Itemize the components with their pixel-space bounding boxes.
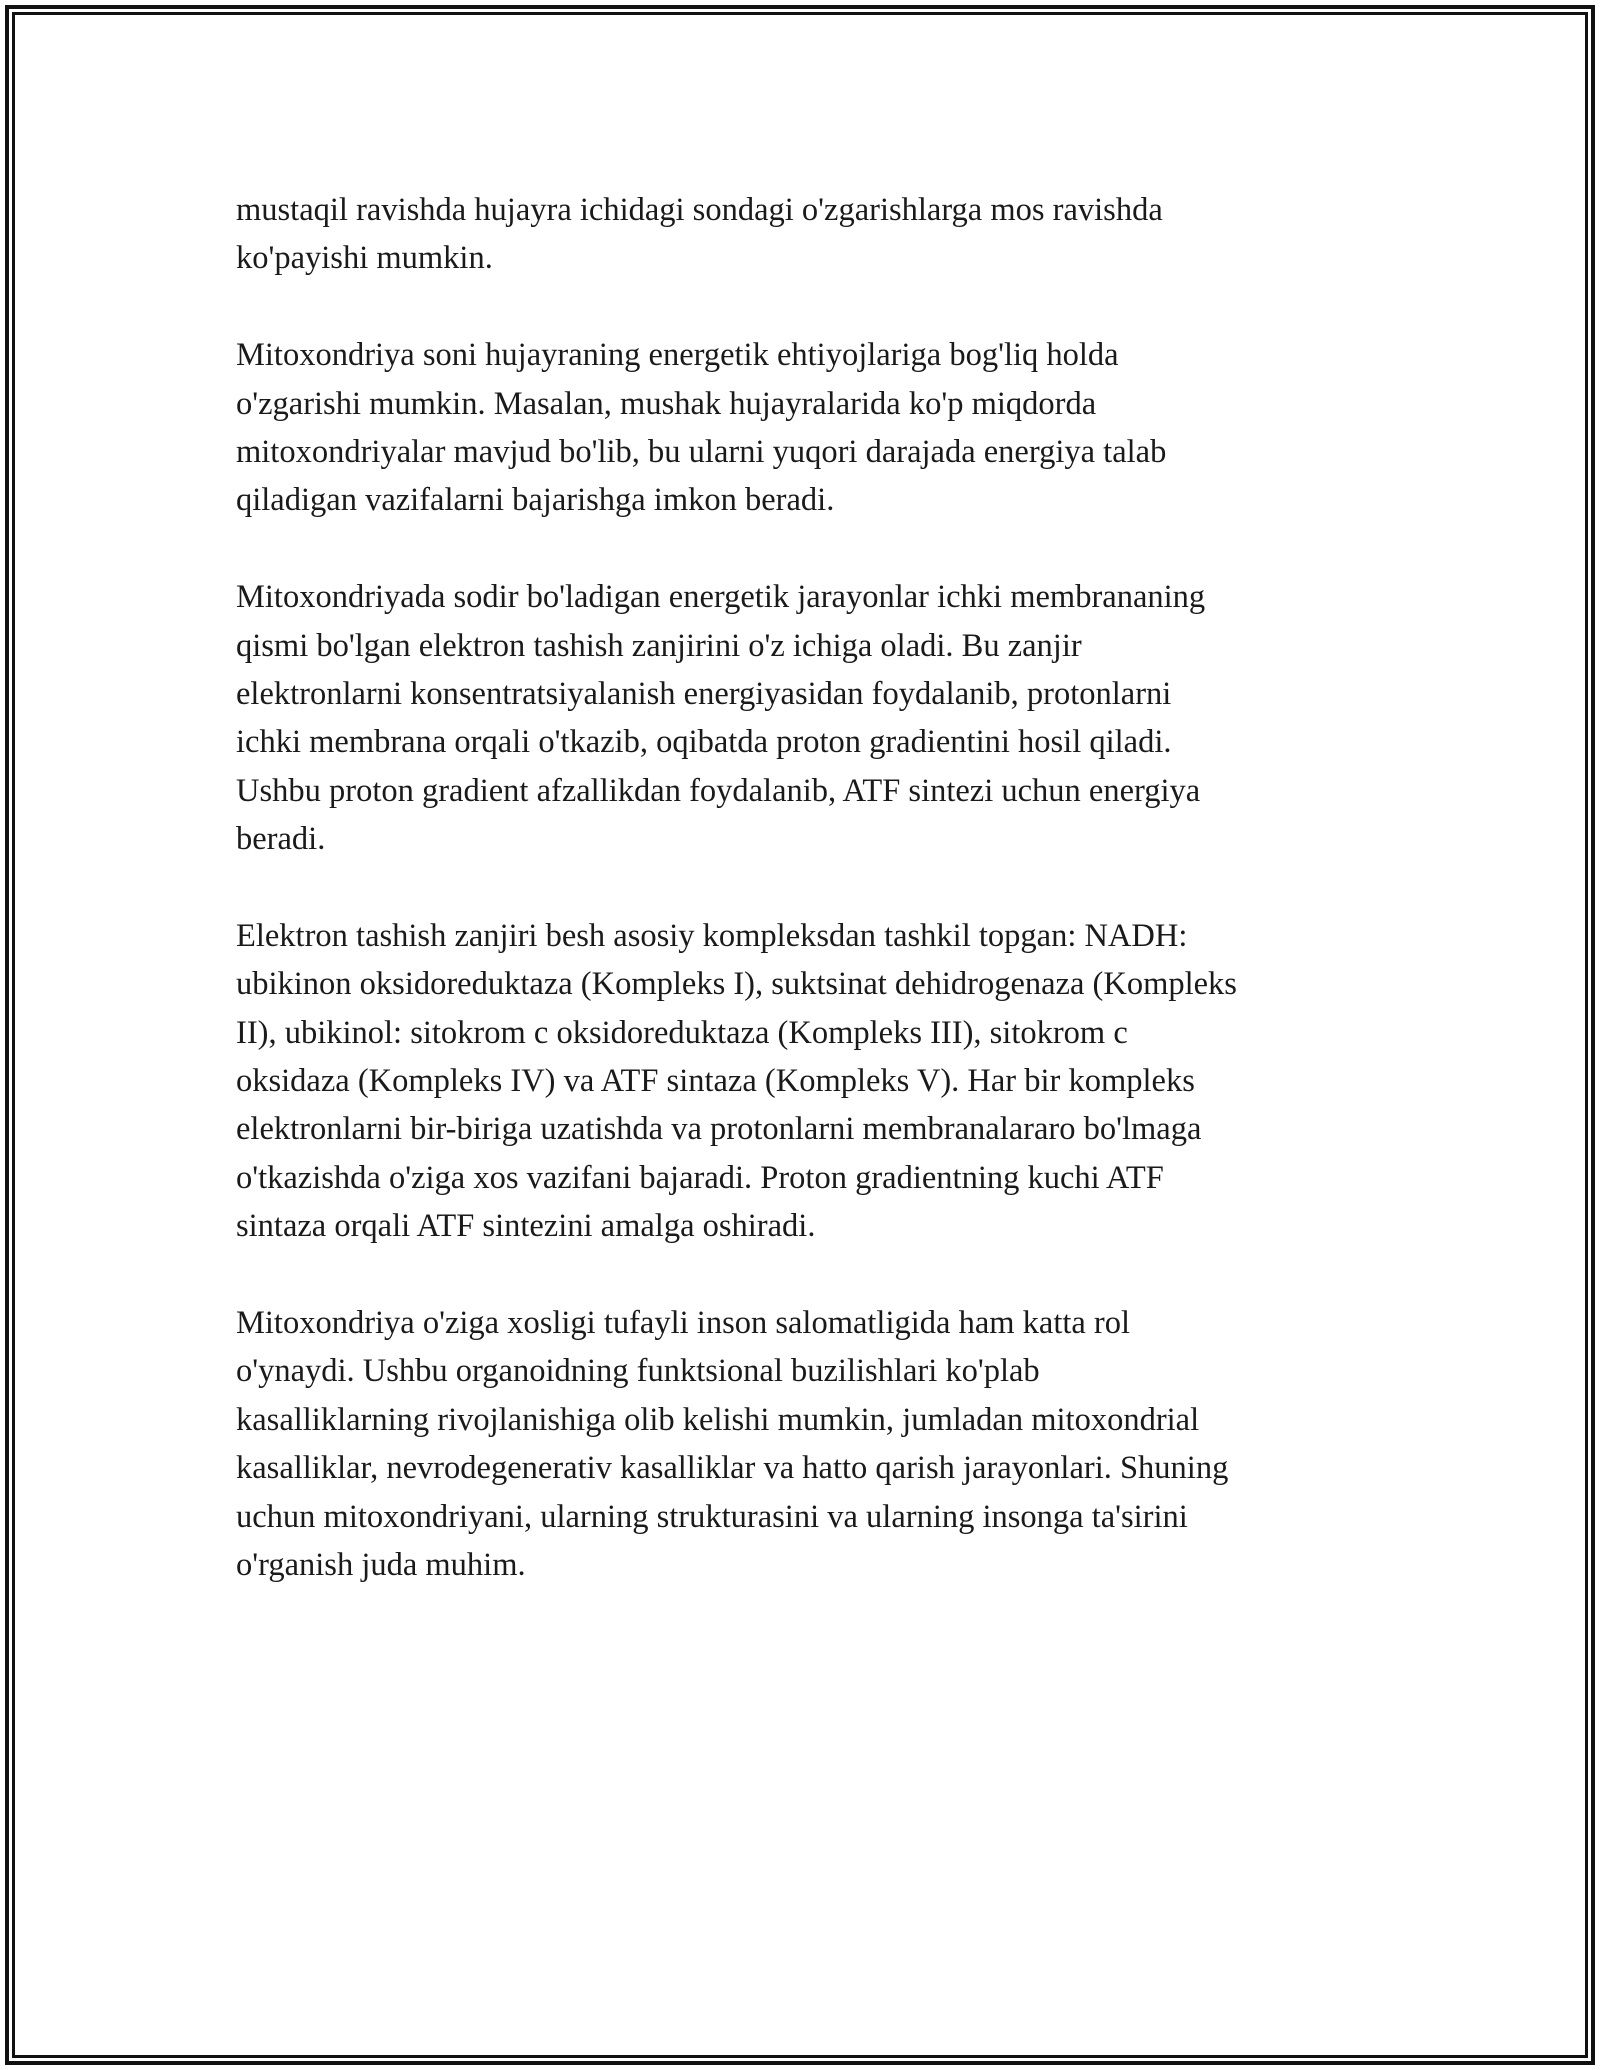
text-line: qismi bo'lgan elektron tashish zanjirini o'z ichiga oladi. Bu zanjir (236, 627, 1082, 664)
paragraph-2 (236, 331, 1386, 525)
text-line: ko'payishi mumkin. (236, 240, 493, 277)
text-line: ichki membrana orqali o'tkazib, oqibatda proton gradientini hosil qiladi. (236, 724, 1172, 761)
text-line: o'rganish juda muhim. (236, 1546, 526, 1583)
text-line: elektronlarni bir-biriga uzatishda va protonlarni membranalararo bo'lmaga (236, 1111, 1202, 1148)
text-line: Mitoxondriya soni hujayraning energetik ehtiyojlariga bog'liq holda (236, 337, 1119, 374)
text-line: o'ynaydi. Ushbu organoidning funktsional buzilishlari ko'plab (236, 1353, 1040, 1390)
document-body (236, 186, 1386, 1638)
text-line: qiladigan vazifalarni bajarishga imkon beradi. (236, 482, 835, 519)
text-line: ubikinon oksidoreduktaza (Kompleks I), suktsinat dehidrogenaza (Kompleks (236, 966, 1237, 1003)
paragraph-4 (236, 912, 1386, 1251)
text-line: oksidaza (Kompleks IV) va ATF sintaza (Kompleks V). Har bir kompleks (236, 1063, 1195, 1100)
text-line: elektronlarni konsentratsiyalanish energiyasidan foydalanib, protonlarni (236, 675, 1172, 712)
text-line: mitoxondriyalar mavjud bo'lib, bu ularni yuqori darajada energiya talab (236, 433, 1167, 470)
text-line: Ushbu proton gradient afzallikdan foydalanib, ATF sintezi uchun energiya (236, 772, 1201, 809)
text-line: Mitoxondriya o'ziga xosligi tufayli inson salomatligida ham katta rol (236, 1304, 1131, 1341)
paragraph-3 (236, 573, 1386, 863)
text-line: Elektron tashish zanjiri besh asosiy kompleksdan tashkil topgan: NADH: (236, 917, 1188, 954)
paragraph-5 (236, 1299, 1386, 1589)
text-line: o'zgarishi mumkin. Masalan, mushak hujayralarida ko'p miqdorda (236, 385, 1097, 422)
text-line: mustaqil ravishda hujayra ichidagi sondagi o'zgarishlarga mos ravishda (236, 192, 1163, 228)
text-line: Mitoxondriyada sodir bo'ladigan energetik jarayonlar ichki membrananing (236, 579, 1206, 616)
text-line: o'tkazishda o'ziga xos vazifani bajaradi. Proton gradientning kuchi ATF (236, 1159, 1164, 1196)
text-line: kasalliklarning rivojlanishiga olib kelishi mumkin, jumladan mitoxondrial (236, 1401, 1200, 1438)
text-line: kasalliklar, nevrodegenerativ kasalliklar va hatto qarish jarayonlari. Shuning (236, 1450, 1229, 1487)
text-line: sintaza orqali ATF sintezini amalga oshiradi. (236, 1208, 816, 1245)
paragraph-1 (236, 186, 1386, 283)
text-line: II), ubikinol: sitokrom c oksidoreduktaza (Kompleks III), sitokrom c (236, 1014, 1128, 1051)
text-line: beradi. (236, 821, 326, 858)
text-line: uchun mitoxondriyani, ularning strukturasini va ularning insonga ta'sirini (236, 1498, 1188, 1535)
